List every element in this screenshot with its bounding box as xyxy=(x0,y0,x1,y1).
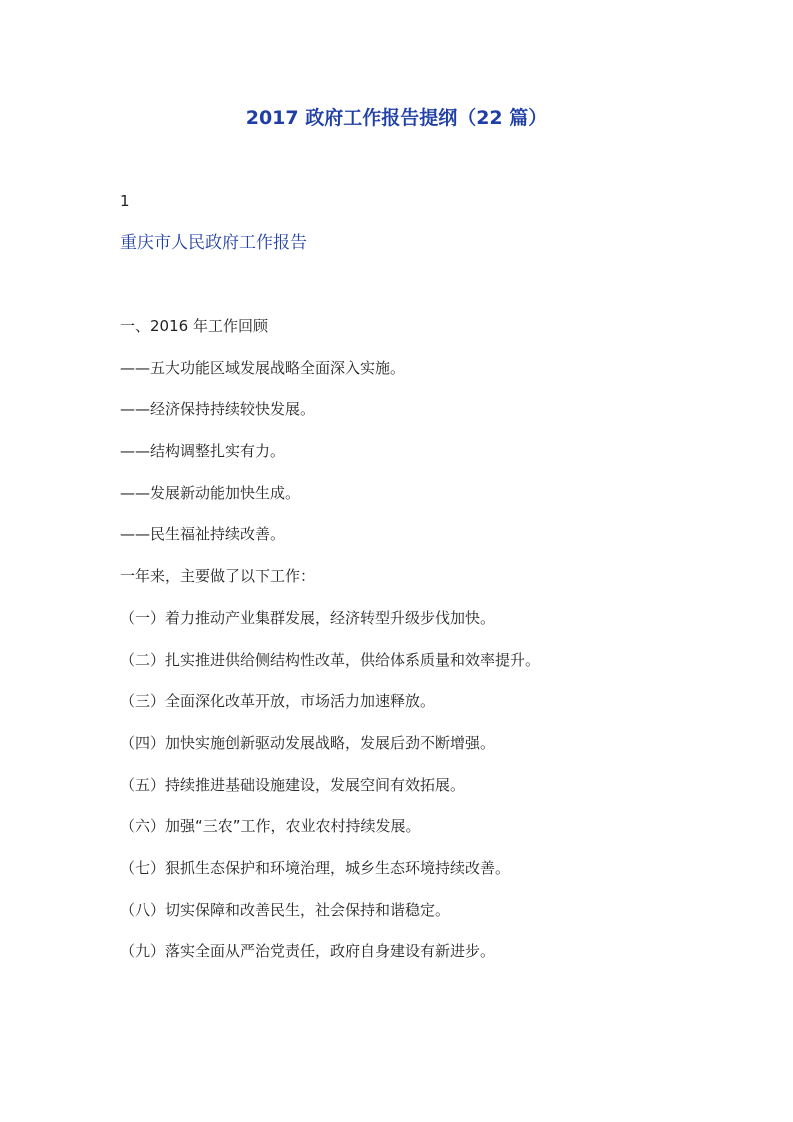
subsection-heading: 一、2016 年工作回顾 xyxy=(120,317,268,335)
list-item: （一）着力推动产业集群发展，经济转型升级步伐加快。 xyxy=(120,608,496,627)
body-text xyxy=(120,315,680,982)
text-line: 一年来，主要做了以下工作： xyxy=(120,567,316,586)
text-line: ——结构调整扎实有力。 xyxy=(120,442,286,461)
section-heading: 重庆市人民政府工作报告 xyxy=(120,233,307,253)
list-item: （四）加快实施创新驱动发展战略，发展后劲不断增强。 xyxy=(120,733,496,752)
text-line: ——民生福祉持续改善。 xyxy=(120,525,286,544)
document-title: 2017 政府工作报告提纲（22 篇） xyxy=(245,107,548,129)
list-item: （七）狠抓生态保护和环境治理，城乡生态环境持续改善。 xyxy=(120,858,511,877)
text-line: ——五大功能区域发展战略全面深入实施。 xyxy=(120,358,406,377)
list-item: （六）加强“三农”工作，农业农村持续发展。 xyxy=(120,817,421,836)
list-item: （二）扎实推进供给侧结构性改革，供给体系质量和效率提升。 xyxy=(120,650,541,669)
list-item: （五）持续推进基础设施建设，发展空间有效拓展。 xyxy=(120,775,466,794)
list-item: （九）落实全面从严治党责任，政府自身建设有新进步。 xyxy=(120,942,496,961)
list-item: （八）切实保障和改善民生，社会保持和谐稳定。 xyxy=(120,900,451,919)
section-number: 1 xyxy=(120,192,130,210)
list-item: （三）全面深化改革开放，市场活力加速释放。 xyxy=(120,692,436,711)
text-line: ——经济保持持续较快发展。 xyxy=(120,400,316,419)
text-line: ——发展新动能加快生成。 xyxy=(120,483,301,502)
